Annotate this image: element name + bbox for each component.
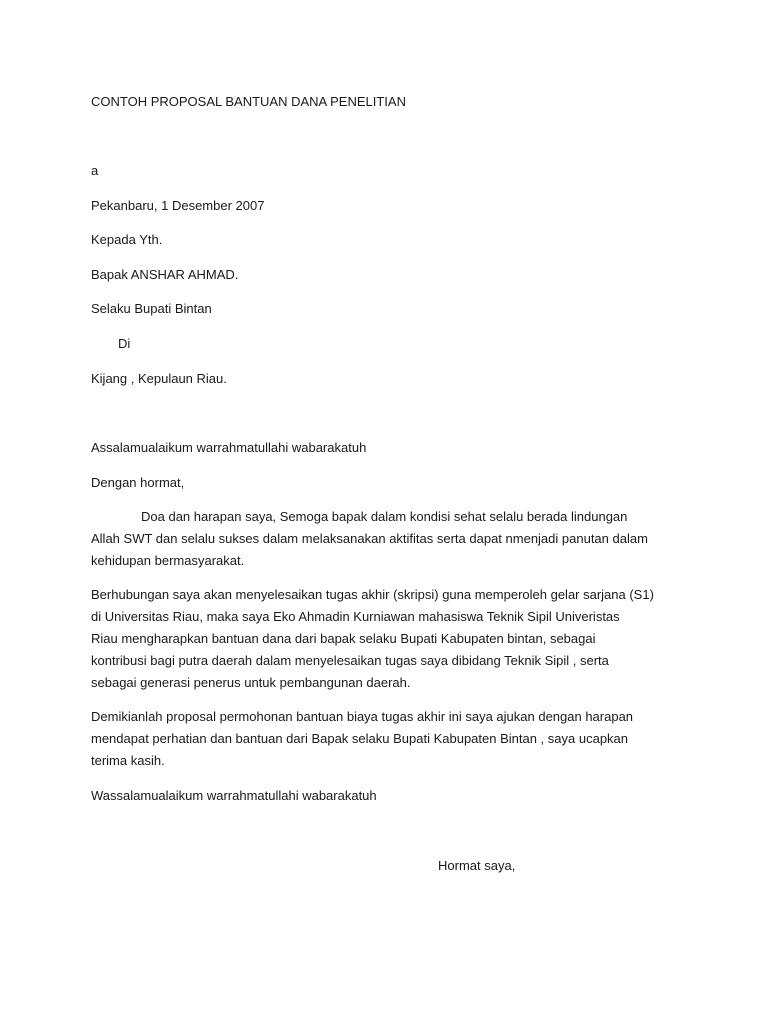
paragraph-line: terima kasih. xyxy=(91,753,165,768)
recipient-position: Selaku Bupati Bintan xyxy=(91,301,212,316)
date-line: Pekanbaru, 1 Desember 2007 xyxy=(91,198,265,213)
paragraph-line: Berhubungan saya akan menyelesaikan tugas akhir (skripsi) guna memperoleh gelar sarjana (S1) xyxy=(91,587,654,602)
recipient-name: Bapak ANSHAR AHMAD. xyxy=(91,267,239,282)
salutation: Dengan hormat, xyxy=(91,475,185,490)
opening-greeting: Assalamualaikum warrahmatullahi wabarakatuh xyxy=(91,440,367,455)
document-title: CONTOH PROPOSAL BANTUAN DANA PENELITIAN xyxy=(91,94,406,109)
paragraph-line: Demikianlah proposal permohonan bantuan biaya tugas akhir ini saya ajukan dengan harapan xyxy=(91,709,634,724)
recipient-place: Kijang , Kepulaun Riau. xyxy=(91,371,227,386)
paragraph-3 xyxy=(91,706,691,772)
paragraph-1 xyxy=(91,506,691,572)
paragraph-2 xyxy=(91,584,691,694)
paragraph-line: mendapat perhatian dan bantuan dari Bapak selaku Bupati Kabupaten Bintan , saya ucapkan xyxy=(91,731,629,746)
recipient-to: Kepada Yth. xyxy=(91,232,163,247)
paragraph-line: kehidupan bermasyarakat. xyxy=(91,553,245,568)
paragraph-line: kontribusi bagi putra daerah dalam menyelesaikan tugas saya dibidang Teknik Sipil , serta xyxy=(91,653,609,668)
recipient-at: Di xyxy=(118,336,131,351)
paragraph-line: Allah SWT dan selalu sukses dalam melaksanakan aktifitas serta dapat nmenjadi panutan dalam xyxy=(91,531,648,546)
paragraph-line: sebagai generasi penerus untuk pembangunan daerah. xyxy=(91,675,411,690)
paragraph-line: Riau mengharapkan bantuan dana dari bapak selaku Bupati Kabupaten bintan, sebagai xyxy=(91,631,596,646)
closing-greeting: Wassalamualaikum warrahmatullahi wabarakatuh xyxy=(91,788,377,803)
paragraph-line: Doa dan harapan saya, Semoga bapak dalam kondisi sehat selalu berada lindungan xyxy=(141,509,628,524)
marker-text: a xyxy=(91,163,99,178)
signoff: Hormat saya, xyxy=(438,858,516,873)
paragraph-line: di Universitas Riau, maka saya Eko Ahmadin Kurniawan mahasiswa Teknik Sipil Univeristas xyxy=(91,609,620,624)
